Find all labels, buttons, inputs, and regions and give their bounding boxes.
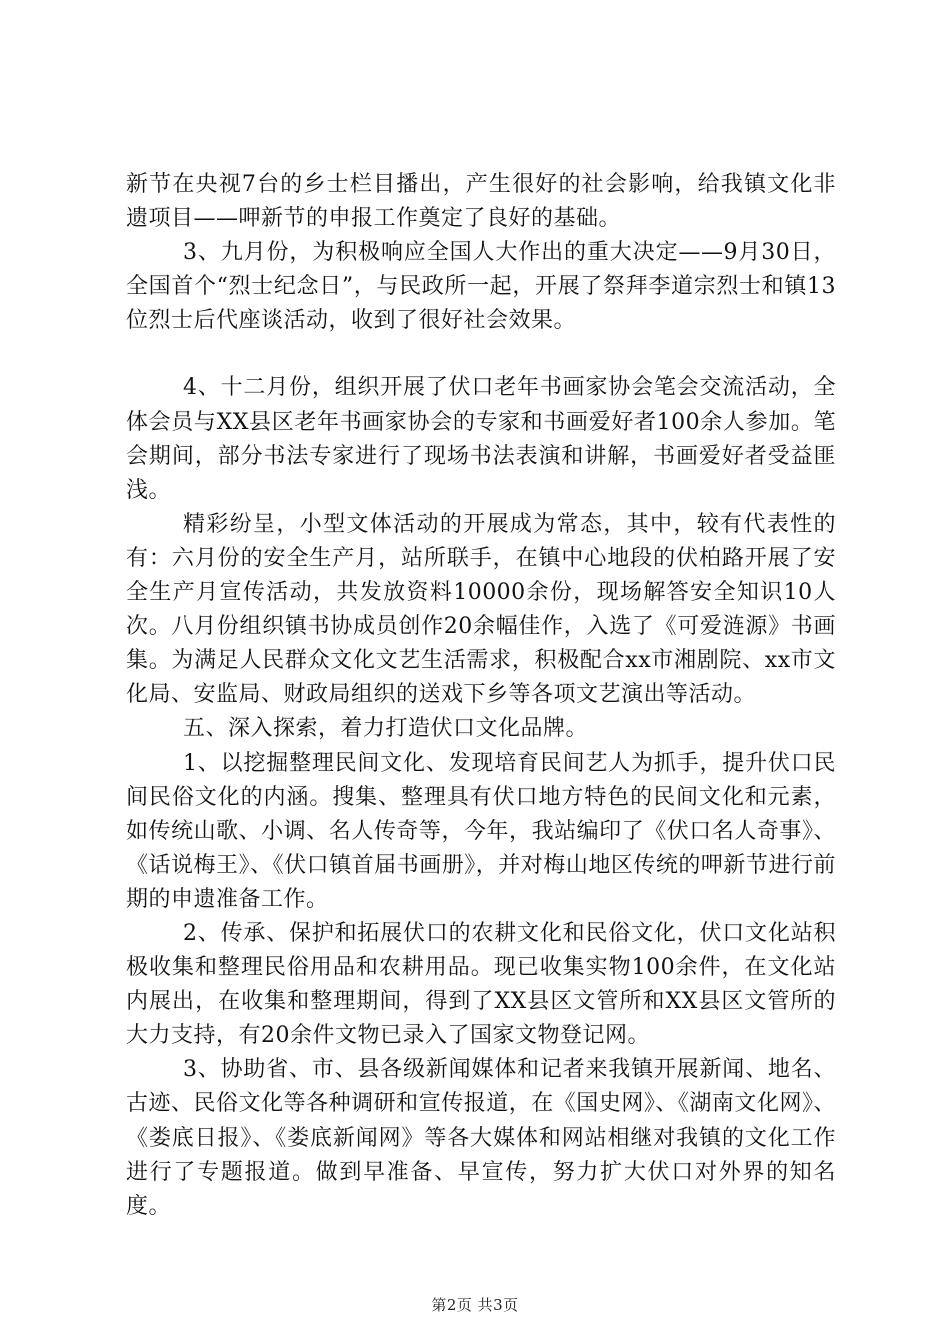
paragraph-continuation: 新节在央视7台的乡士栏目播出，产生很好的社会影响，给我镇文化非遗项目——呷新节的申报工作奠定了良好的基础。 — [126, 172, 836, 232]
document-body — [126, 168, 836, 1224]
paragraph-farming-culture: 2、传承、保护和拓展伏口的农耕文化和民俗文化，伏口文化站积极收集和整理民俗用品和农耕用品。现已收集实物100余件，在文化站内展出，在收集和整理期间，得到了XX县区文管所和XX县区文管所的大力支持，有20余件文物已录入了国家文物登记网。 — [126, 920, 836, 1049]
paragraph-september-event: 3、九月份，为积极响应全国人大作出的重大决定——9月30日，全国首个“烈士纪念日”，与民政所一起，开展了祭拜李道宗烈士和镇13位烈士后代座谈活动，收到了很好社会效果。 — [126, 240, 836, 334]
page-number-footer: 第2页 共3页 — [431, 1296, 519, 1314]
section-heading-five: 五、深入探索，着力打造伏口文化品牌。 — [183, 716, 589, 742]
paragraph-small-activities: 精彩纷呈，小型文体活动的开展成为常态，其中，较有代表性的有：六月份的安全生产月，站所联手，在镇中心地段的伏柏路开展了安全生产月宣传活动，共发放资料10000余份，现场解答安全知识10人次。八月份组织镇书协成员创作20余幅佳作，入选了《可爱涟源》书画集。为满足人民群众文化文艺生活需求，积极配合xx市湘剧院、xx市文化局、安监局、财政局组织的送戏下乡等各项文艺演出等活动。 — [126, 511, 836, 708]
paragraph-folk-culture: 1、以挖掘整理民间文化、发现培育民间艺人为抓手，提升伏口民间民俗文化的内涵。搜集、整理具有伏口地方特色的民间文化和元素，如传统山歌、小调、名人传奇等，今年，我站编印了《伏口名人奇事》、《话说梅王》、《伏口镇首届书画册》，并对梅山地区传统的呷新节进行前期的申遗准备工作。 — [126, 750, 836, 912]
paragraph-media-reports: 3、协助省、市、县各级新闻媒体和记者来我镇开展新闻、地名、古迹、民俗文化等各种调研和宣传报道，在《国史网》、《湖南文化网》、《娄底日报》、《娄底新闻网》等各大媒体和网站相继对我镇的文化工作进行了专题报道。做到早准备、早宣传，努力扩大伏口对外界的知名度。 — [126, 1057, 836, 1219]
paragraph-december-event: 4、十二月份，组织开展了伏口老年书画家协会笔会交流活动，全体会员与XX县区老年书画家协会的专家和书画爱好者100余人参加。笔会期间，部分书法专家进行了现场书法表演和讲解，书画爱好者受益匪浅。 — [126, 375, 836, 503]
paragraph-gap — [126, 338, 836, 371]
